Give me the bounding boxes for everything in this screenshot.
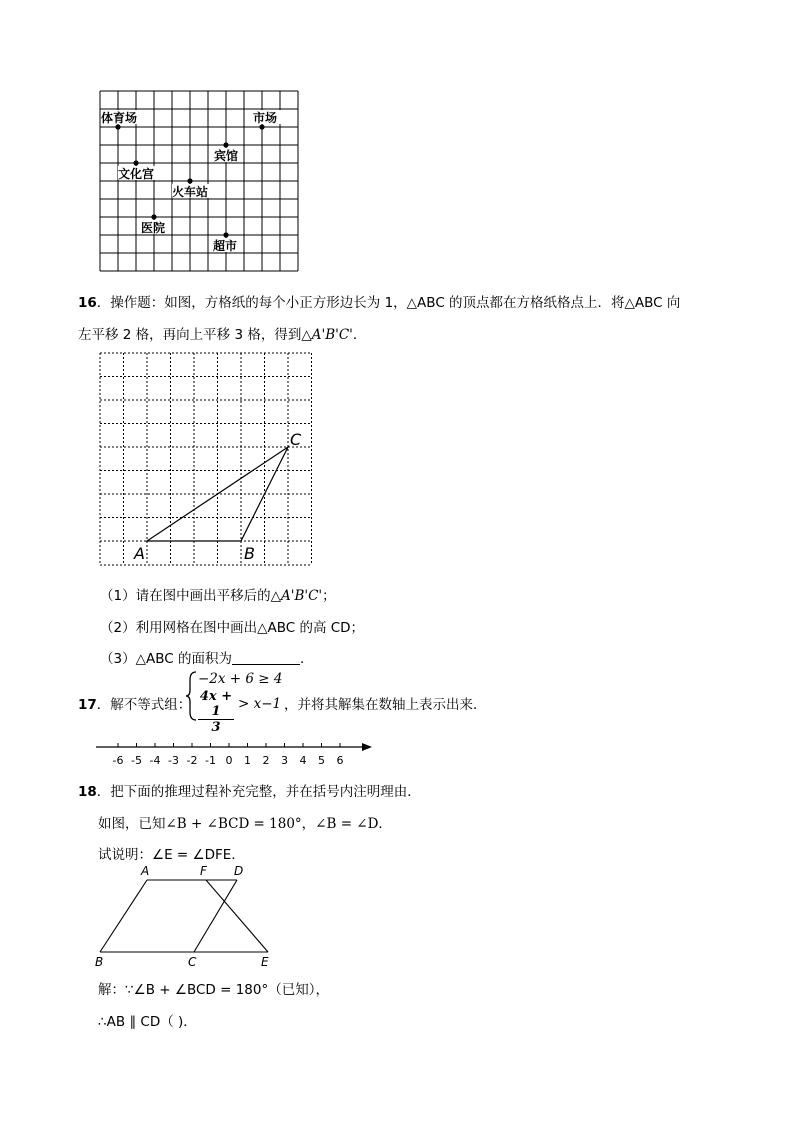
q16-grid-figure — [96, 349, 322, 571]
q17-prefix — [78, 693, 191, 713]
q17-text-a: ．解不等式组： — [96, 697, 192, 713]
q17-frac-num: 4x + 1 — [199, 689, 233, 719]
number-line-tick-label: 1 — [244, 754, 251, 767]
hospital-label: 医院 — [141, 221, 166, 235]
q16-statement-line2 — [78, 323, 366, 343]
hotel-label: 宾馆 — [214, 149, 239, 163]
cultural-palace-point — [133, 160, 138, 165]
q16-sub3-end: ． — [299, 651, 314, 667]
q16-sub3-text: （3）△ABC 的面积为 — [100, 651, 232, 667]
q18-point-c: C — [188, 955, 197, 969]
q18-given: 如图，已知∠B + ∠BCD = 180°，∠B = ∠D． — [98, 816, 392, 832]
number-line-tick-label: -6 — [112, 754, 124, 767]
q18-point-f: F — [200, 864, 207, 878]
q18-prove: 试说明：∠E = ∠DFE． — [98, 847, 245, 863]
stadium-point — [115, 124, 120, 129]
market-point — [259, 124, 264, 129]
number-line-tick-label: 6 — [336, 754, 344, 767]
q18-solution-2[interactable]: ∴AB ∥ CD（ )． — [98, 1014, 197, 1030]
number-line-tick-label: 5 — [318, 754, 325, 767]
hospital-point — [151, 214, 156, 219]
q17-text-b: ，并将其解集在数轴上表示出来． — [284, 697, 487, 713]
q18-number: 18 — [78, 784, 97, 800]
number-line-tick-label: -4 — [149, 754, 161, 767]
number-line-tick-label: 2 — [262, 754, 270, 767]
q16-sub1-triangle: A'B'C' — [280, 588, 323, 604]
q16-sub1-end: ； — [322, 588, 336, 604]
q16-dotted-grid — [100, 353, 312, 565]
q16-sub1-text: （1）请在图中画出平移后的△ — [100, 588, 281, 604]
q17-brace — [186, 670, 198, 722]
supermarket-point — [223, 232, 228, 237]
q16-point-a-label: A — [134, 544, 145, 563]
q16-answer-blank[interactable] — [232, 651, 300, 665]
stadium-label: 体育场 — [101, 111, 138, 125]
q18-point-e: E — [261, 955, 269, 969]
market-label: 市场 — [253, 111, 278, 125]
q18-solution-1: 解：∵∠B + ∠BCD = 180°（已知）， — [98, 982, 329, 998]
segment-ab — [100, 880, 147, 952]
q17-frac-den: 3 — [211, 720, 221, 735]
q18-statement — [78, 780, 421, 800]
q16-point-b-label: B — [244, 544, 255, 563]
number-line-tick-label: 4 — [299, 754, 307, 767]
station-label: 火车站 — [172, 185, 209, 199]
number-line-tick-label: -2 — [186, 754, 198, 767]
q16-text-line2: 左平移 2 格，再向上平移 3 格，得到△ — [78, 327, 312, 343]
q17-inequality-2-rest: > x−1 — [238, 696, 282, 712]
number-line-tick-label: -3 — [168, 754, 179, 767]
q17-fraction — [198, 689, 234, 736]
q18-text: ．把下面的推理过程补充完整，并在括号内注明理由． — [96, 784, 421, 800]
supermarket-label: 超市 — [213, 239, 238, 253]
number-line-arrow — [362, 743, 372, 751]
q16-sub3 — [100, 647, 313, 667]
q18-point-b: B — [95, 955, 104, 969]
q16-text-line1: ．操作题：如图，方格纸的每个小正方形边长为 1，△ABC 的顶点都在方格纸格点上．将△ABC 向 — [96, 295, 681, 311]
hotel-point — [223, 142, 228, 147]
q16-sub1 — [100, 584, 336, 604]
q16-point-c-label: C — [290, 430, 302, 449]
q16-statement-line1 — [78, 291, 680, 311]
number-line-tick-label: -5 — [131, 754, 142, 767]
map-grid-figure — [95, 88, 307, 274]
q16-number: 16 — [78, 295, 97, 311]
q17-number: 17 — [78, 697, 97, 713]
number-line-tick-label: 0 — [225, 754, 233, 767]
q18-point-a: A — [141, 864, 150, 878]
q17-number-line — [94, 737, 384, 769]
q16-triangle-prime: A'B'C' — [311, 327, 353, 343]
q18-figure — [92, 862, 282, 972]
station-point — [187, 178, 192, 183]
cultural-palace-label: 文化宫 — [118, 167, 155, 181]
number-line-tick-label: -1 — [205, 754, 216, 767]
q17-inequality-1: −2x + 6 ≥ 4 — [198, 671, 283, 687]
q16-sub2: （2）利用网格在图中画出△ABC 的高 CD； — [100, 620, 365, 636]
q18-point-d: D — [234, 864, 244, 878]
q16-text-line2-end: ． — [352, 327, 367, 343]
number-line-tick-label: 3 — [281, 754, 288, 767]
